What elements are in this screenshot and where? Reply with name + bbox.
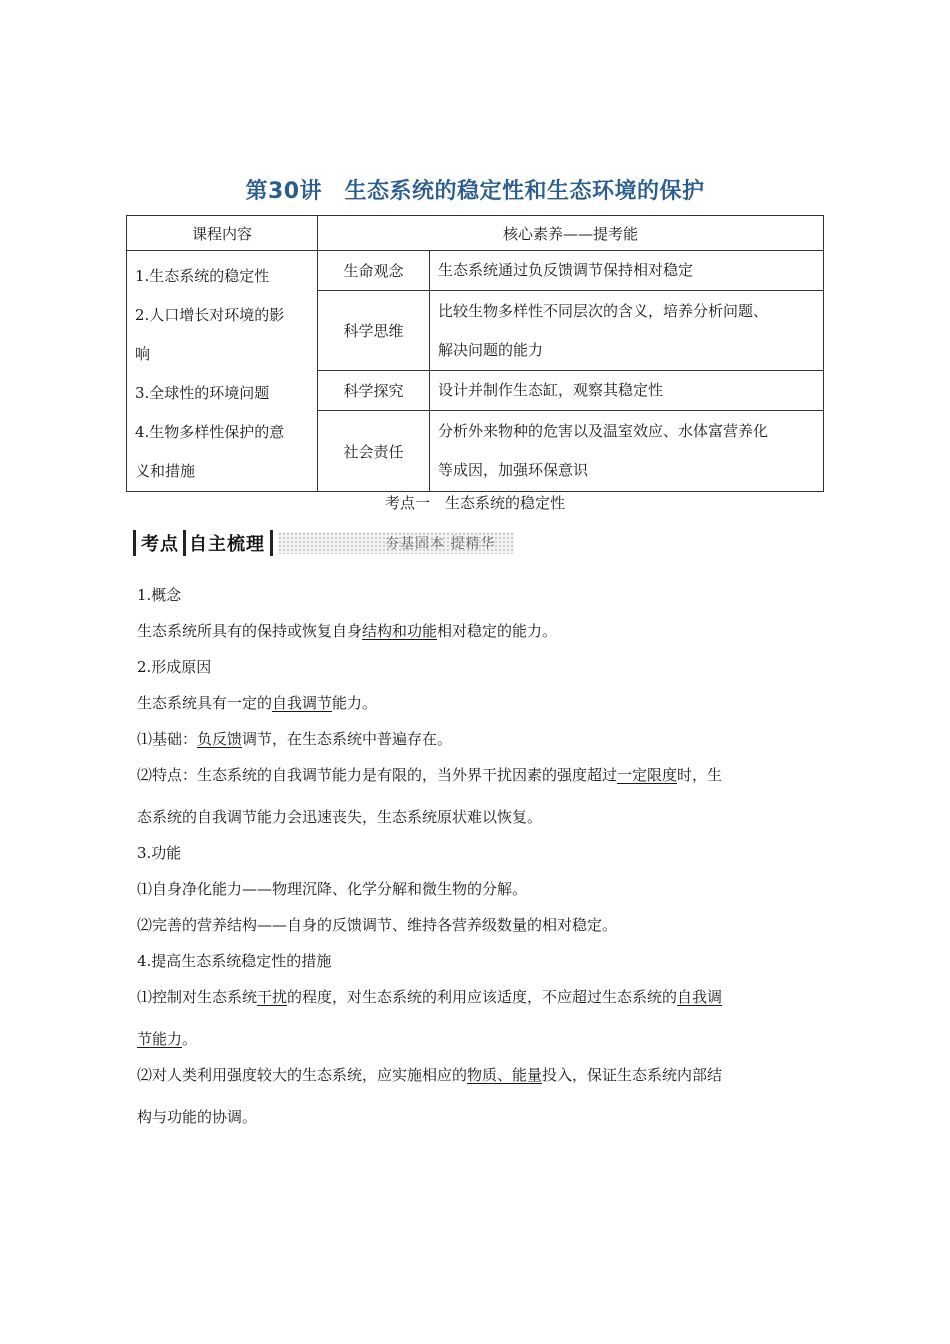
key-term: 物质、能量 <box>467 1066 543 1084</box>
banner-divider <box>133 530 136 556</box>
description-text: 比较生物多样性不同层次的含义，培养分析问题、 <box>438 301 769 320</box>
paragraph <box>137 617 821 653</box>
list-item: 3.全球性的环境问题 <box>135 384 270 402</box>
banner-slogan: 夯基固本 提精华 <box>385 536 496 552</box>
table-header-row <box>127 216 824 251</box>
paragraph: ⑴自身净化能力——物理沉降、化学分解和微生物的分解。 <box>137 880 528 898</box>
paragraph: 构与功能的协调。 <box>137 1108 258 1126</box>
section-body <box>137 581 821 1139</box>
description-text: 等成因，加强环保意识 <box>438 461 589 480</box>
list-item: 义和措施 <box>135 462 196 480</box>
text: 投入，保证生态系统内部结 <box>542 1066 723 1084</box>
description-cell <box>430 411 824 492</box>
text: 相对稳定的能力。 <box>437 622 558 640</box>
text: ⑴控制对生态系统 <box>137 988 258 1006</box>
table-row <box>127 251 824 291</box>
description-cell <box>430 370 824 410</box>
list-item: 1.生态系统的稳定性 <box>135 267 270 285</box>
key-term: 自我调 <box>677 988 723 1006</box>
text: 的程度，对生态系统的利用应该适度，不应超过生态系统的 <box>287 988 678 1006</box>
key-term: 自我调节 <box>272 694 333 712</box>
key-term: 一定限度 <box>617 766 678 784</box>
paragraph <box>137 761 821 803</box>
heading-concept: 1.概念 <box>137 586 182 604</box>
text: 时，生 <box>677 766 723 784</box>
key-term: 结构和功能 <box>362 622 438 640</box>
key-term: 负反馈 <box>197 730 243 748</box>
banner-label-zizhu: 自主梳理 <box>189 534 265 555</box>
category-cell: 生命观念 <box>318 251 430 291</box>
list-item: 4.生物多样性保护的意 <box>135 423 285 441</box>
paragraph <box>137 983 821 1025</box>
category-cell: 科学思维 <box>318 291 430 371</box>
paragraph <box>137 689 821 725</box>
key-term: 干扰 <box>257 988 288 1006</box>
heading-cause: 2.形成原因 <box>137 658 212 676</box>
description-cell <box>430 251 824 291</box>
text: ⑵特点：生态系统的自我调节能力是有限的，当外界干扰因素的强度超过 <box>137 766 618 784</box>
description-text: 分析外来物种的危害以及温室效应、水体富营养化 <box>438 422 769 441</box>
header-course-content: 课程内容 <box>127 216 318 251</box>
description-text: 解决问题的能力 <box>438 340 544 359</box>
heading-measures: 4.提高生态系统稳定性的措施 <box>137 952 332 970</box>
list-item: 2.人口增长对环境的影 <box>135 306 285 324</box>
course-table <box>126 215 824 492</box>
header-core-literacy: 核心素养——提考能 <box>318 216 824 251</box>
text: ⑵对人类利用强度较大的生态系统，应实施相应的 <box>137 1066 468 1084</box>
paragraph <box>137 725 821 761</box>
paragraph: 态系统的自我调节能力会迅速丧失，生态系统原状难以恢复。 <box>137 808 543 826</box>
paragraph <box>137 1061 821 1103</box>
text: 调节，在生态系统中普遍存在。 <box>242 730 453 748</box>
text: 。 <box>182 1030 198 1048</box>
paragraph: ⑵完善的营养结构——自身的反馈调节、维持各营养级数量的相对稳定。 <box>137 916 618 934</box>
text: 能力。 <box>332 694 378 712</box>
paragraph <box>137 1025 821 1061</box>
section-subtitle: 考点一 生态系统的稳定性 <box>384 494 565 512</box>
banner-divider <box>270 530 273 556</box>
page-title: 第30讲 生态系统的稳定性和生态环境的保护 <box>245 179 705 204</box>
key-term: 节能力 <box>137 1030 183 1048</box>
heading-function: 3.功能 <box>137 844 182 862</box>
category-cell: 社会责任 <box>318 411 430 492</box>
banner-divider <box>183 530 186 556</box>
course-content-list <box>127 251 318 492</box>
category-cell: 科学探究 <box>318 370 430 410</box>
banner-label-kaodian: 考点 <box>141 534 179 555</box>
description-cell <box>430 291 824 371</box>
description-text: 设计并制作生态缸，观察其稳定性 <box>438 381 664 400</box>
section-banner <box>133 528 518 556</box>
list-item: 响 <box>135 345 151 363</box>
description-text: 生态系统通过负反馈调节保持相对稳定 <box>438 261 694 280</box>
text: 生态系统所具有的保持或恢复自身 <box>137 622 363 640</box>
text: 生态系统具有一定的 <box>137 694 273 712</box>
text: ⑴基础： <box>137 730 198 748</box>
